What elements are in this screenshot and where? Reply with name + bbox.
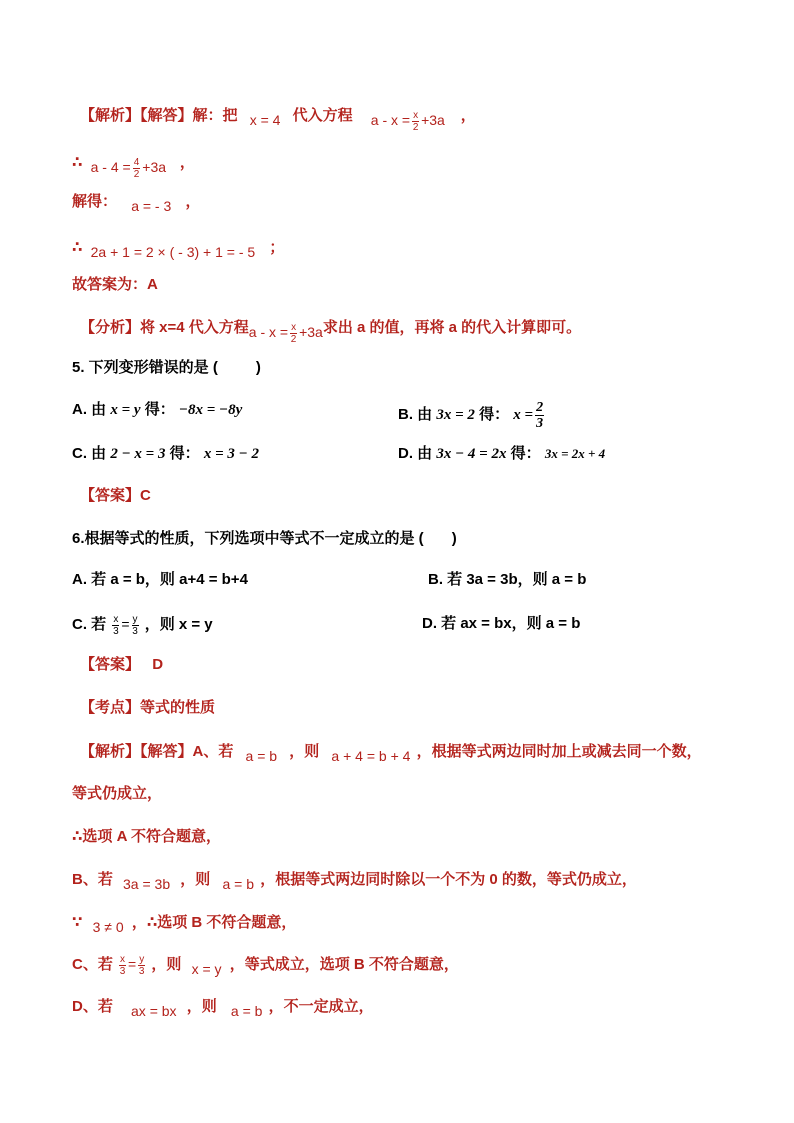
question-5-option-b: B. 由 3x = 2 得： x = $\frac{2}{3}$ [398, 400, 546, 431]
analysis-summary: 【分析】将 x=4 代入方程a - x = $\frac{x}{2}$ +3a求出 a 的值，再将 a 的代入计算即可。 [80, 319, 582, 345]
question-6-point: 【考点】等式的性质 [80, 699, 216, 716]
fraction: $\frac{y}{3}$ [132, 614, 138, 637]
question-5-option-c: C. 由 2 − x = 3 得： x = 3 − 2 [72, 445, 259, 462]
q6-analysis-line-1: 【解析】【解答】A、若 a = b ，则 a + 4 = b + 4 ，根据等式两边同时加上或减去同一个数， [80, 743, 702, 764]
answer-line: 故答案为：A [72, 276, 158, 293]
equation: a - x = $\frac{x}{2}$ +3a [248, 322, 323, 345]
q6-analysis-line-2: 等式仍成立， [72, 785, 163, 802]
analysis-line-1: 【解析】【解答】解：把 x = 4 代入方程 a - x = $\frac{x}{2}$ +3a ， [80, 107, 476, 133]
question-6-option-a: A. 若 a = b，则 a+4 = b+4 [72, 571, 248, 588]
question-6-option-c: C. 若 $\frac{x}{3}$ = $\frac{y}{3}$ ，则 x = y [72, 614, 213, 637]
equation: a - x = $\frac{x}{2}$ +3a [370, 110, 445, 133]
question-6-stem: 6.根据等式的性质，下列选项中等式不一定成立的是 ( ) [72, 530, 457, 547]
question-5-stem: 5. 下列变形错误的是 ( ) [72, 359, 261, 376]
question-5-option-a: A. 由 x = y 得： −8x = −8y [72, 401, 243, 418]
q6-analysis-line-5: ∵ 3 ≠ 0 ，∴选项 B 不符合题意， [72, 914, 297, 935]
fraction: $\frac{2}{3}$ [536, 400, 544, 431]
q6-analysis-line-7: D、若 ax = bx ，则 a = b ，不一定成立， [72, 998, 374, 1019]
equation: $\frac{x}{3}$ = $\frac{y}{3}$ [113, 614, 138, 637]
equation: x = $\frac{2}{3}$ [513, 400, 544, 431]
q6-analysis-line-3: ∴选项 A 不符合题意， [72, 828, 222, 845]
analysis-line-4: ∴ 2a + 1 = 2 × ( - 3) + 1 = - 5 ； [72, 239, 285, 260]
fraction: $\frac{x}{2}$ [412, 110, 419, 133]
fraction: $\frac{x}{3}$ [119, 954, 126, 977]
equation: a - 4 = $\frac{4}{2}$ +3a [90, 157, 167, 180]
fraction: $\frac{x}{3}$ [113, 614, 119, 637]
question-6-option-d: D. 若 ax = bx，则 a = b [422, 615, 581, 632]
question-6-option-b: B. 若 3a = 3b，则 a = b [428, 571, 587, 588]
question-5-answer: 【答案】C [80, 487, 151, 504]
fraction: $\frac{4}{2}$ [133, 157, 140, 180]
q6-analysis-line-6: C、若 $\frac{x}{3}$ = $\frac{y}{3}$ ，则 x = y ，等式成立，选项 B 不符合题意， [72, 954, 459, 978]
question-5-option-d: D. 由 3x − 4 = 2x 得： 3x = 2x + 4 [398, 445, 606, 462]
q6-analysis-line-4: B、若 3a = 3b ，则 a = b ，根据等式两边同时除以一个不为 0 的数，等式仍成立， [72, 871, 637, 892]
equation: $\frac{x}{3}$ = $\frac{y}{3}$ [119, 954, 145, 977]
fraction: $\frac{y}{3}$ [138, 954, 145, 977]
analysis-line-3: 解得： a = - 3 ， [72, 193, 201, 214]
question-6-answer: 【答案】 D [80, 656, 164, 673]
analysis-line-2: ∴ a - 4 = $\frac{4}{2}$ +3a ， [72, 154, 195, 180]
fraction: $\frac{x}{2}$ [290, 322, 297, 345]
